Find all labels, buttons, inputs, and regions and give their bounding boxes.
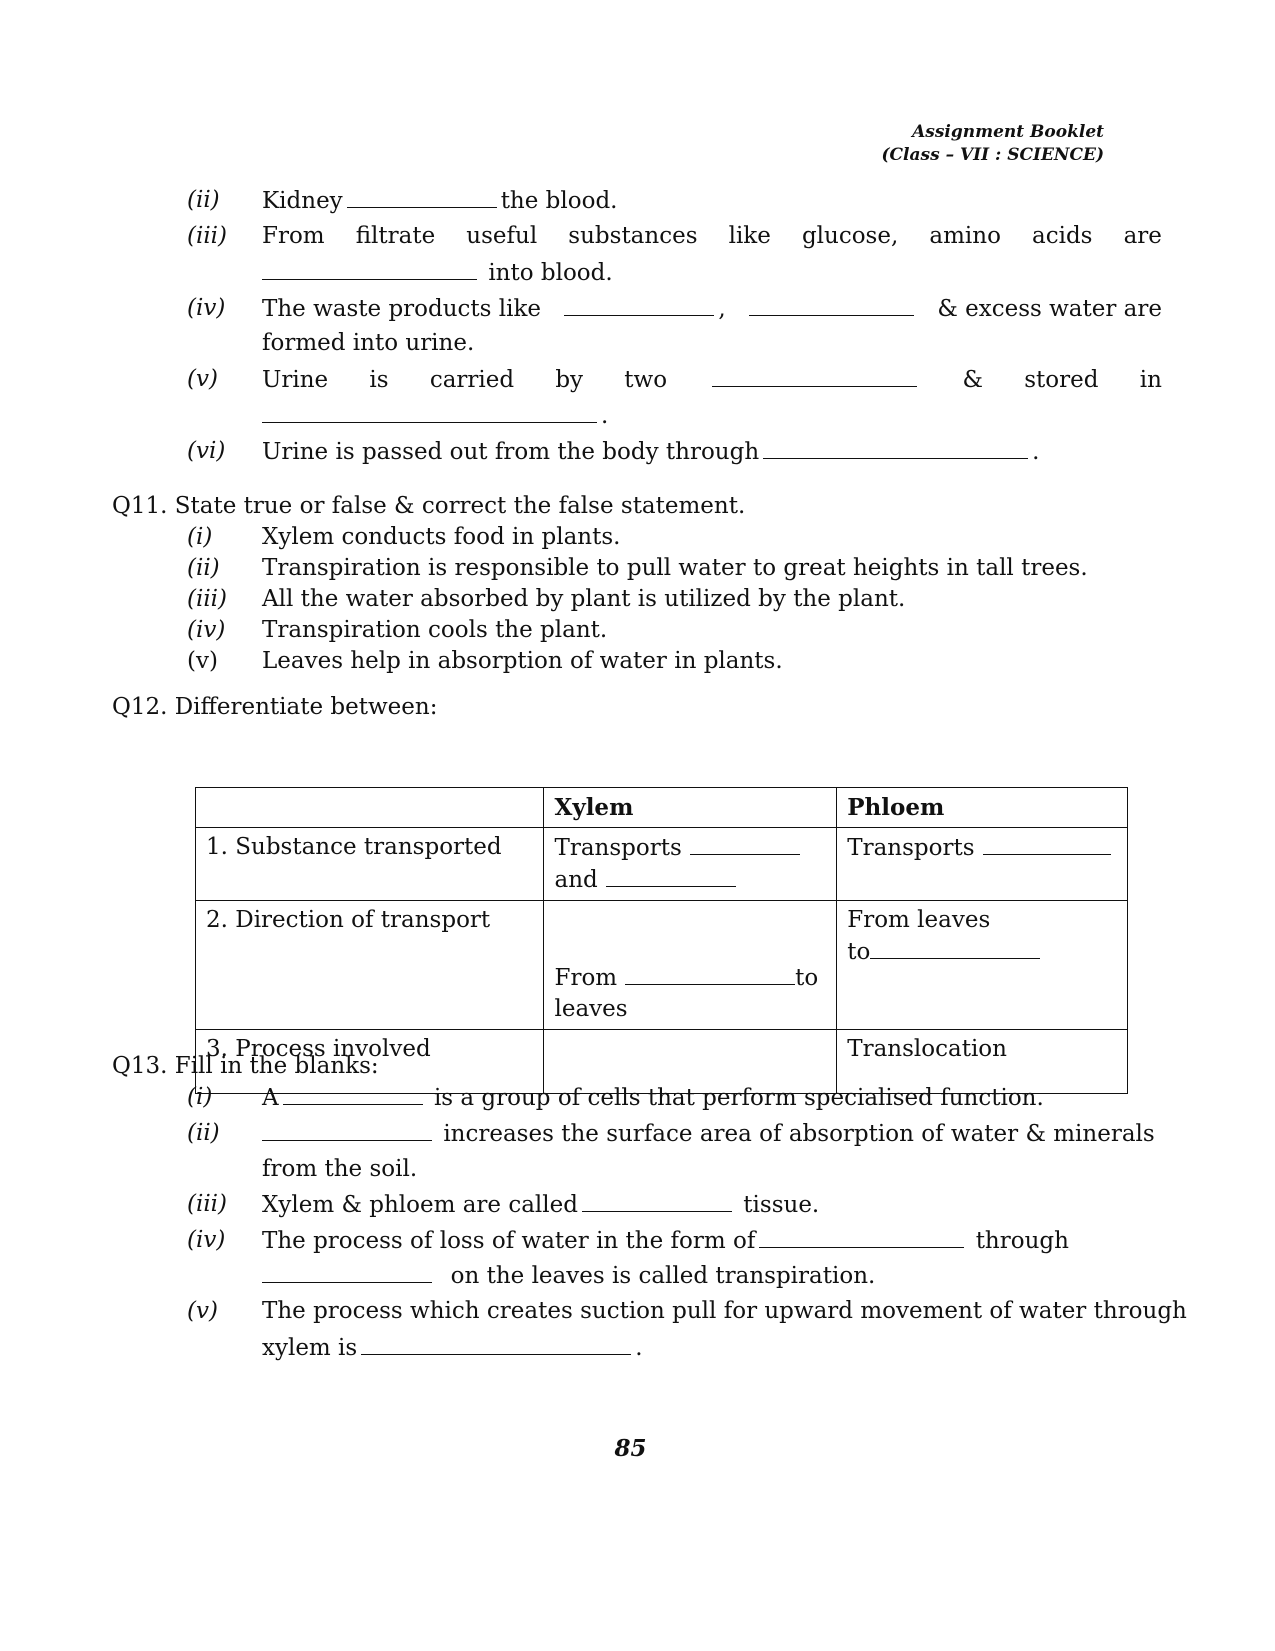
cell-text: to [795,965,819,991]
cell-text: and [554,867,598,893]
xylem-cell [544,901,837,1030]
item-text: The process of loss of water in the form of [262,1228,756,1254]
row-label: 2. Direction of transport [196,901,544,1030]
item-number: (i) [187,1084,213,1110]
header-phloem: Phloem [837,788,1128,828]
item-text-end: through [975,1228,1069,1254]
word: carried [429,367,515,393]
word: is [369,367,389,393]
xylem-cell [544,828,837,901]
answer-blank[interactable] [361,1332,631,1355]
justified-line [262,221,1162,251]
item-text-end: the blood. [500,188,618,214]
q13-title: Q13. Fill in the blanks: [112,1053,379,1079]
item-number: (ii) [187,555,220,581]
justified-line [262,364,1162,395]
cell-text: From [554,965,618,991]
comma: , [718,296,726,322]
item-number: (iv) [187,617,226,643]
justified-line [262,293,1162,324]
item-text: The waste products like [262,296,542,322]
item-text: Xylem & phloem are called [262,1192,578,1218]
word: glucose, [801,223,899,249]
item-text: Transpiration is responsible to pull water to great heights in tall trees. [262,555,1088,581]
header-subtitle: (Class – VII : SCIENCE) [881,145,1104,165]
item-text: Leaves help in absorption of water in plants. [262,648,783,674]
answer-blank[interactable] [759,1225,964,1248]
answer-blank[interactable] [262,257,477,280]
word: & [962,367,984,393]
answer-blank[interactable] [606,864,736,887]
word: filtrate [355,223,436,249]
period: . [601,403,609,429]
word: in [1139,367,1162,393]
item-number: (iii) [187,586,228,612]
q12-title: Q12. Differentiate between: [112,694,438,720]
item-number: (ii) [187,1120,220,1146]
item-text-end: tissue. [743,1192,820,1218]
word: Urine [262,367,329,393]
answer-blank[interactable] [283,1082,423,1105]
word: useful [466,223,538,249]
item-text: The process which creates suction pull for upward movement of water through [262,1298,1187,1324]
answer-blank[interactable] [582,1189,732,1212]
row-label: 1. Substance transported [196,828,544,901]
phloem-cell [837,828,1128,901]
word: by [555,367,584,393]
header-title: Assignment Booklet [912,122,1104,142]
comparison-table [195,787,1128,1094]
item-text: Kidney [262,188,343,214]
table-row [196,901,1128,1030]
answer-blank[interactable] [262,1118,432,1141]
item-text: A [262,1085,279,1111]
item-number: (vi) [187,438,226,464]
header-xylem: Xylem [544,788,837,828]
word: stored [1024,367,1099,393]
item-number: (ii) [187,187,220,213]
item-number: (iii) [187,1191,228,1217]
word: acids [1032,223,1093,249]
answer-blank[interactable] [983,832,1111,855]
word: are [1123,223,1162,249]
item-text: All the water absorbed by plant is utilized by the plant. [262,586,906,612]
answer-blank[interactable] [712,364,917,387]
item-text-cont: xylem is [262,1335,358,1361]
word: amino [929,223,1001,249]
booklet-header [881,121,1104,167]
item-text-end: & excess water are [937,296,1162,322]
answer-blank[interactable] [347,185,497,208]
item-number: (iv) [187,1227,226,1253]
period: . [635,1335,643,1361]
item-number: (v) [187,366,218,392]
item-number: (v) [187,1298,218,1324]
word: substances [568,223,698,249]
item-text-end: is a group of cells that perform specialised function. [433,1085,1044,1111]
item-text: Xylem conducts food in plants. [262,524,621,550]
word: like [728,223,771,249]
item-text-cont: into blood. [488,260,613,286]
item-text: Urine is passed out from the body through [262,439,760,465]
cell-text: Transports [847,835,975,861]
item-text-cont: formed into urine. [262,330,475,356]
page-number: 85 [614,1435,647,1462]
answer-blank[interactable] [262,400,597,423]
answer-blank[interactable] [625,962,795,985]
phloem-cell: Translocation [837,1030,1128,1094]
item-text-cont: from the soil. [262,1156,418,1182]
item-number: (v) [187,648,218,674]
item-text-end: increases the surface area of absorption of water & minerals [443,1121,1155,1147]
cell-text: Transports [554,835,682,861]
cell-text: leaves [554,996,628,1022]
item-number: (i) [187,524,213,550]
cell-text: From leaves [847,907,991,933]
item-text-cont: on the leaves is called transpiration. [450,1263,876,1289]
phloem-cell [837,901,1128,1030]
period: . [1032,439,1040,465]
answer-blank[interactable] [690,832,800,855]
cell-text: to [847,939,871,965]
item-number: (iv) [187,295,226,321]
answer-blank[interactable] [564,293,714,316]
table-row [196,828,1128,901]
answer-blank[interactable] [763,436,1028,459]
word: From [262,223,325,249]
answer-blank[interactable] [749,293,914,316]
row-label: 3. Process involved [196,1030,544,1094]
item-text: Transpiration cools the plant. [262,617,608,643]
answer-blank[interactable] [262,1260,432,1283]
q11-title: Q11. State true or false & correct the false statement. [112,493,746,519]
word: two [624,367,668,393]
item-number: (iii) [187,223,228,249]
answer-blank[interactable] [870,936,1040,959]
table-header-row [196,788,1128,828]
table-cell-empty [196,788,544,828]
